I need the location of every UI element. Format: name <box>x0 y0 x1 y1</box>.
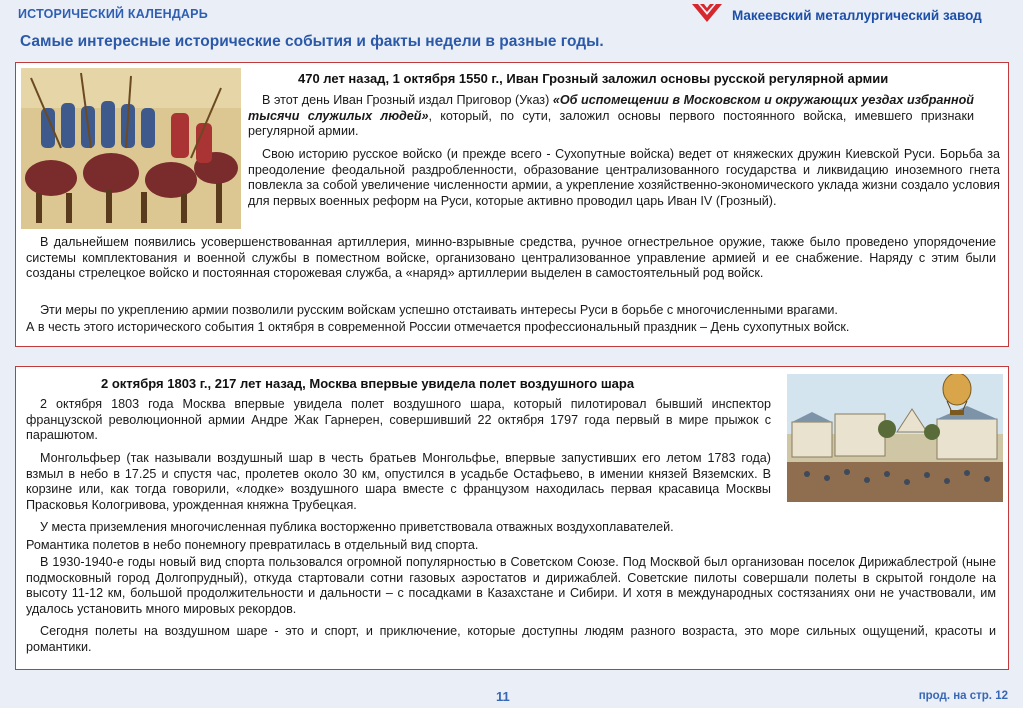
continued-link[interactable]: прод. на стр. 12 <box>918 690 1008 702</box>
article1-paragraph-5: А в честь этого исторического события 1 октября в современной России отмечается профессиональный праздник – День сухопутных войск. <box>26 320 850 334</box>
article1-paragraph-3: В дальнейшем появились усовершенствованная артиллерия, минно-взрывные средства, ручное огнестрельное оружие, также было проведено упорядочение системы комплектования и военной службы в поместном войске, организовано централизованное управление армией и ее снабжение. Наряду с этим были созданы стрелецкое войско и постоянная сторожевая служба, а «наряд» артиллерии выделен в самостоятельный род войск. <box>26 235 996 281</box>
article-card-balloon <box>15 366 1009 670</box>
balloon-engraving-image <box>787 374 1003 502</box>
logo-text: Макеевский металлургический завод <box>732 7 982 23</box>
mmz-logo-icon <box>690 2 724 29</box>
article1-paragraph-2: Свою историю русское войско (и прежде всего - Сухопутные войска) ведет от княжеских дружин Киевской Руси. Борьба за преодоление феодальной раздробленности, образование централизованного государства и ликвидацию иноземного гнета повлекла за собой увеличение численности армии, а укрепление хозяйственно-экономического уклада жизни создало условия для первых военных реформ на Руси, которые активно проводил царь Иван IV (Грозный). <box>248 147 1000 208</box>
army-painting-image <box>21 68 241 229</box>
article2-paragraph-1: 2 октября 1803 года Москва впервые увидела полет воздушного шара, который пилотировал бывший инспектор французской революционной армии Андре Жак Гарнерен, совершивший 22 октября 1797 года первый в мире прыжок с парашютом. <box>26 397 771 443</box>
article1-paragraph-1: В этот день Иван Грозный издал Приговор (Указ) «Об испомещении в Московском и окружающих уездах избранной тысячи служилых людей», который, по сути, заложил основы первого постоянного войска, имевшего признаки регулярной армии. <box>248 93 974 139</box>
article1-paragraph-4: Эти меры по укреплению армии позволили русским войскам успешно отстаивать интересы Руси в борьбе с многочисленными врагами. <box>40 303 838 317</box>
article2-title: 2 октября 1803 г., 217 лет назад, Москва впервые увидела полет воздушного шара <box>101 376 635 391</box>
page-number: 11 <box>496 689 510 704</box>
article2-paragraph-3: У места приземления многочисленная публика восторженно приветствовала отважных воздухоплавателей. <box>40 520 674 534</box>
page-subtitle: Самые интересные исторические события и факты недели в разные годы. <box>20 33 604 50</box>
article2-paragraph-2: Монгольфьер (так называли воздушный шар в честь братьев Монгольфье, впервые запустивших его летом 1783 года) взмыл в небо в 17.25 и спустя час, пролетев около 30 км, опустился в усадьбе Остафьево, в имении князей Вяземских. В корзине или, как тогда говорили, «лодке» воздушного шара вместе с французом находилась первая красавица Москвы Прасковья Кологривова, урожденная княжна Трубецкая. <box>26 451 771 512</box>
article2-paragraph-6: Сегодня полеты на воздушном шаре - это и спорт, и приключение, которые доступны людям разного возраста, это море сильных ощущений, красоты и романтики. <box>26 624 996 654</box>
company-logo <box>690 2 982 28</box>
header-section-label: ИСТОРИЧЕСКИЙ КАЛЕНДАРЬ <box>18 7 208 21</box>
article2-paragraph-4: Романтика полетов в небо понемногу превратилась в отдельный вид спорта. <box>26 538 479 552</box>
article1-title: 470 лет назад, 1 октября 1550 г., Иван Грозный заложил основы русской регулярной армии <box>298 71 889 86</box>
article-card-army <box>15 62 1009 347</box>
article2-paragraph-5: В 1930-1940-е годы новый вид спорта пользовался огромной популярностью в Советском Союзе. Под Москвой был организован поселок Дирижаблестрой (ныне подмосковный город Долгопрудный), откуда стартовали сотни газовых аэростатов и дирижаблей. Советские пилоты совершали полеты в скрытой гондоле на высоту 11-12 км, большой продолжительности и дальности – с посадками в Казахстане и Сибири. И хотя в международных состязаниях они не участвовали, им удалось установить много мировых рекордов. <box>26 555 996 616</box>
